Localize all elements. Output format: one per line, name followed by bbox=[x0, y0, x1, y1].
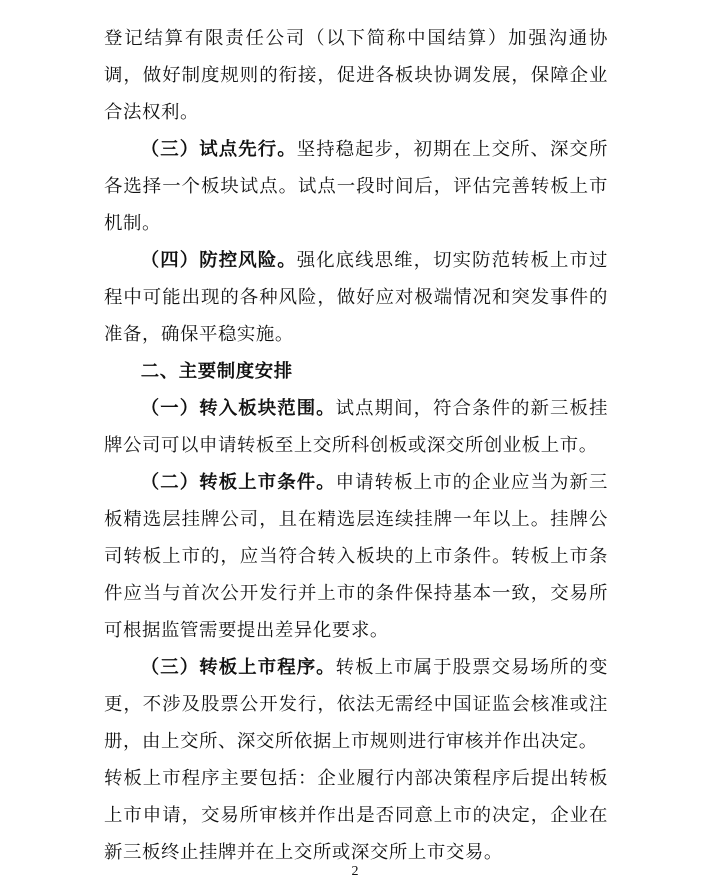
paragraph-lead: （一）转入板块范围。 bbox=[140, 398, 336, 419]
paragraph-lead: （三）转板上市程序。 bbox=[140, 657, 336, 678]
paragraph-text: 试点期间，符合条件的新三板挂牌公司可以申请转板至上交所科创板或深交所创业板上市。 bbox=[104, 398, 608, 456]
paragraph-pilot-first bbox=[104, 131, 608, 242]
paragraph-text: 登记结算有限责任公司（以下简称中国结算）加强沟通协调，做好制度规则的衔接，促进各板块协调发展，保障企业合法权利。 bbox=[104, 28, 608, 123]
paragraph-continuation bbox=[104, 20, 608, 131]
paragraph-transfer-procedure bbox=[104, 649, 608, 760]
paragraph-text: 申请转板上市的企业应当为新三板精选层挂牌公司，且在精选层连续挂牌一年以上。挂牌公司转板上市的，应当符合转入板块的上市条件。转板上市条件应当与首次公开发行并上市的条件保持基本一致，交易所可根据监管需要提出差异化要求。 bbox=[104, 472, 608, 641]
paragraph-text: 转板上市程序主要包括：企业履行内部决策程序后提出转板上市申请，交易所审核并作出是否同意上市的决定，企业在新三板终止挂牌并在上交所或深交所上市交易。 bbox=[104, 768, 608, 863]
paragraph-text: 转板上市属于股票交易场所的变更，不涉及股票公开发行，依法无需经中国证监会核准或注册，由上交所、深交所依据上市规则进行审核并作出决定。 bbox=[104, 657, 608, 752]
paragraph-board-scope bbox=[104, 390, 608, 464]
section-heading: 二、主要制度安排 bbox=[140, 361, 293, 382]
paragraph-lead: （二）转板上市条件。 bbox=[140, 472, 336, 493]
paragraph-transfer-conditions bbox=[104, 464, 608, 649]
paragraph-text: 坚持稳起步，初期在上交所、深交所各选择一个板块试点。试点一段时间后，评估完善转板上市机制。 bbox=[104, 139, 608, 234]
paragraph-risk-control bbox=[104, 242, 608, 353]
paragraph-lead: （三）试点先行。 bbox=[140, 139, 297, 160]
paragraph-lead: （四）防控风险。 bbox=[140, 250, 297, 271]
document-body bbox=[104, 20, 608, 871]
paragraph-text: 强化底线思维，切实防范转板上市过程中可能出现的各种风险，做好应对极端情况和突发事件的准备，确保平稳实施。 bbox=[104, 250, 608, 345]
page-number: 2 bbox=[351, 864, 359, 879]
paragraph-procedure-detail bbox=[104, 760, 608, 871]
